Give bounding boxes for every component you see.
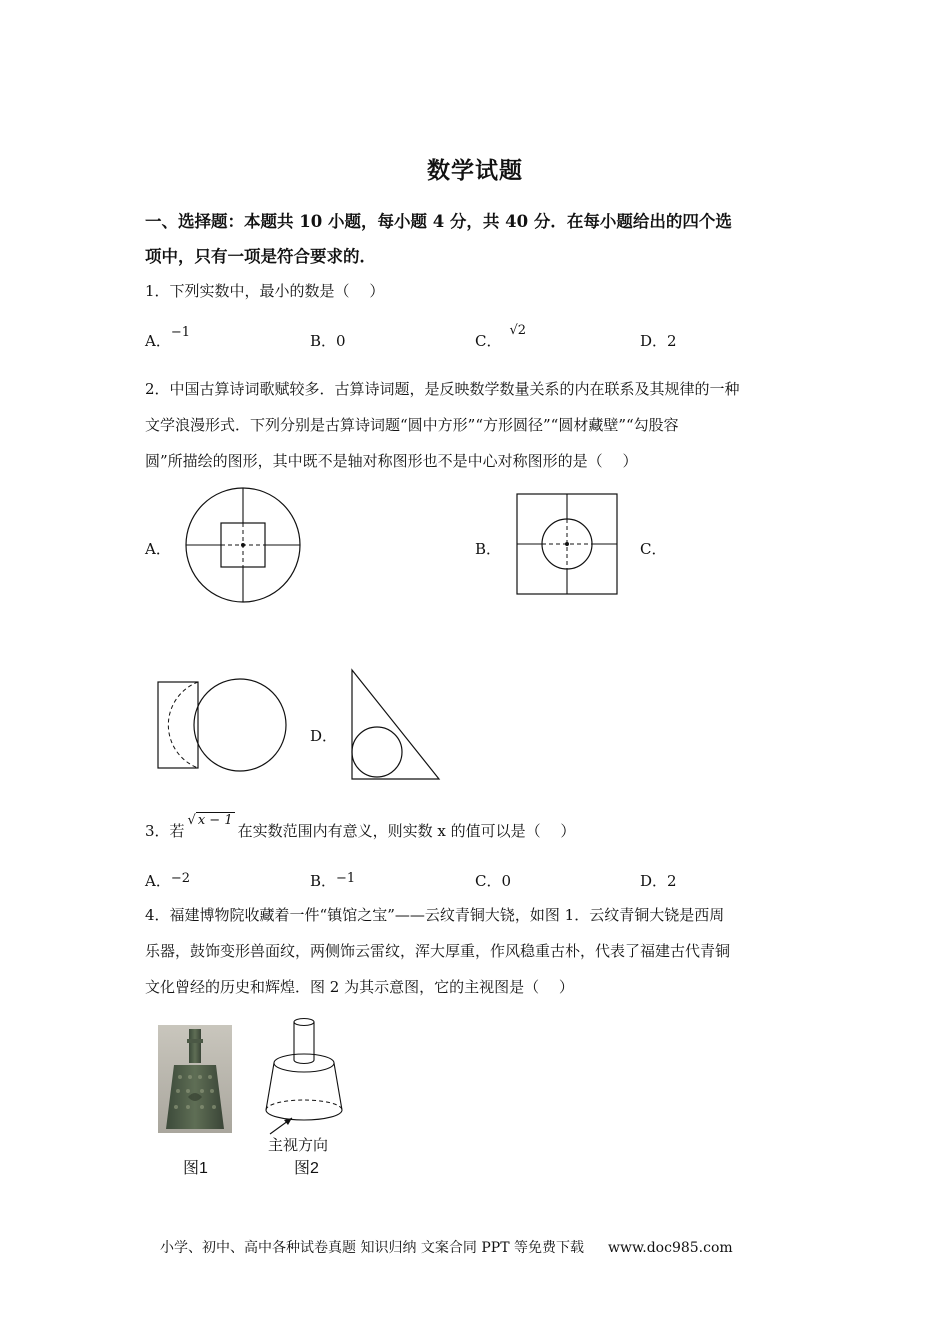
q3-prefix: 3．若: [145, 822, 185, 840]
q1-option-c: [475, 323, 527, 351]
q2-label-c: C．: [640, 540, 667, 558]
q4-line3: 文化曾经的历史和辉煌．图 2 为其示意图，它的主视图是（ ）: [145, 978, 574, 996]
q3-option-b: [310, 870, 355, 891]
q1-option-b-value: 0: [336, 332, 346, 350]
q3-stem: [145, 813, 576, 841]
q2-label-d: D．: [310, 727, 338, 745]
footer-text: 小学、初中、高中各种试卷真题 知识归纳 文案合同 PPT 等免费下载: [160, 1240, 584, 1256]
q3-suffix: 在实数范围内有意义，则实数 x 的值可以是（ ）: [237, 822, 576, 840]
q2-line1: 2．中国古算诗词歌赋较多．古算诗词题，是反映数学数量关系的内在联系及其规律的一种: [145, 380, 740, 398]
q3-option-a-label: A．: [145, 872, 171, 890]
q3-option-d: [640, 870, 677, 891]
q4-line1: 4．福建博物院收藏着一件“镇馆之宝”——云纹青铜大铙，如图 1．云纹青铜大铙是西周: [145, 906, 725, 924]
q1-option-c-label: C．: [475, 332, 502, 350]
figure-b: [516, 493, 618, 595]
page-title: 数学试题: [427, 157, 523, 184]
bronze-bell-photo: [158, 1025, 232, 1133]
q1-option-d-value: 2: [667, 332, 677, 350]
figure-d: [350, 668, 442, 782]
view-direction-label: 主视方向: [268, 1137, 329, 1154]
q3-option-c-value: 0: [501, 872, 512, 890]
footer: [160, 1237, 733, 1257]
q3-option-c: [475, 870, 511, 891]
footer-url[interactable]: www.doc985.com: [607, 1240, 733, 1256]
q1-option-c-value: √2: [509, 323, 527, 338]
q1-option-a-value: −1: [170, 325, 191, 340]
q3-option-b-value: −1: [336, 871, 356, 886]
bell-schematic: [262, 1016, 352, 1142]
figure-a: [183, 485, 303, 605]
q3-option-d-label: D．: [640, 872, 668, 890]
section-header-line2: 项中，只有一项是符合要求的．: [145, 247, 376, 266]
q3-option-a-value: −2: [170, 871, 191, 886]
figure-1-caption: 图1: [183, 1160, 208, 1177]
q1-option-a: [145, 325, 191, 351]
q3-option-b-label: B．: [310, 872, 337, 890]
section-header-line1: 一、选择题：本题共 10 小题，每小题 4 分，共 40 分．在每小题给出的四个选: [145, 212, 732, 231]
q3-radicand: x − 1: [197, 813, 233, 828]
q2-label-a: A．: [145, 540, 171, 558]
figure-c: [156, 670, 288, 780]
figure-2-caption: 图2: [294, 1160, 319, 1177]
q2-label-b: B．: [475, 540, 502, 558]
q1-option-b-label: B．: [310, 332, 337, 350]
q1-stem: 1．下列实数中，最小的数是（ ）: [145, 282, 385, 300]
q1-option-a-label: A．: [145, 332, 171, 350]
q3-option-a: [145, 870, 190, 891]
q1-option-d-label: D．: [640, 332, 668, 350]
q2-line3: 圆”所描绘的图形，其中既不是轴对称图形也不是中心对称图形的是（ ）: [145, 452, 638, 470]
q4-line2: 乐器，鼓饰变形兽面纹，两侧饰云雷纹，浑大厚重，作风稳重古朴，代表了福建古代青铜: [145, 942, 731, 960]
q3-radical: √ x − 1: [187, 813, 233, 828]
q1-option-d: [640, 330, 677, 351]
q3-option-d-value: 2: [667, 872, 677, 890]
q1-option-b: [310, 330, 346, 351]
q2-line2: 文学浪漫形式．下列分别是古算诗词题“圆中方形”“方形圆径”“圆材藏壁”“勾股容: [145, 416, 679, 434]
q3-option-c-label: C．: [475, 872, 502, 890]
